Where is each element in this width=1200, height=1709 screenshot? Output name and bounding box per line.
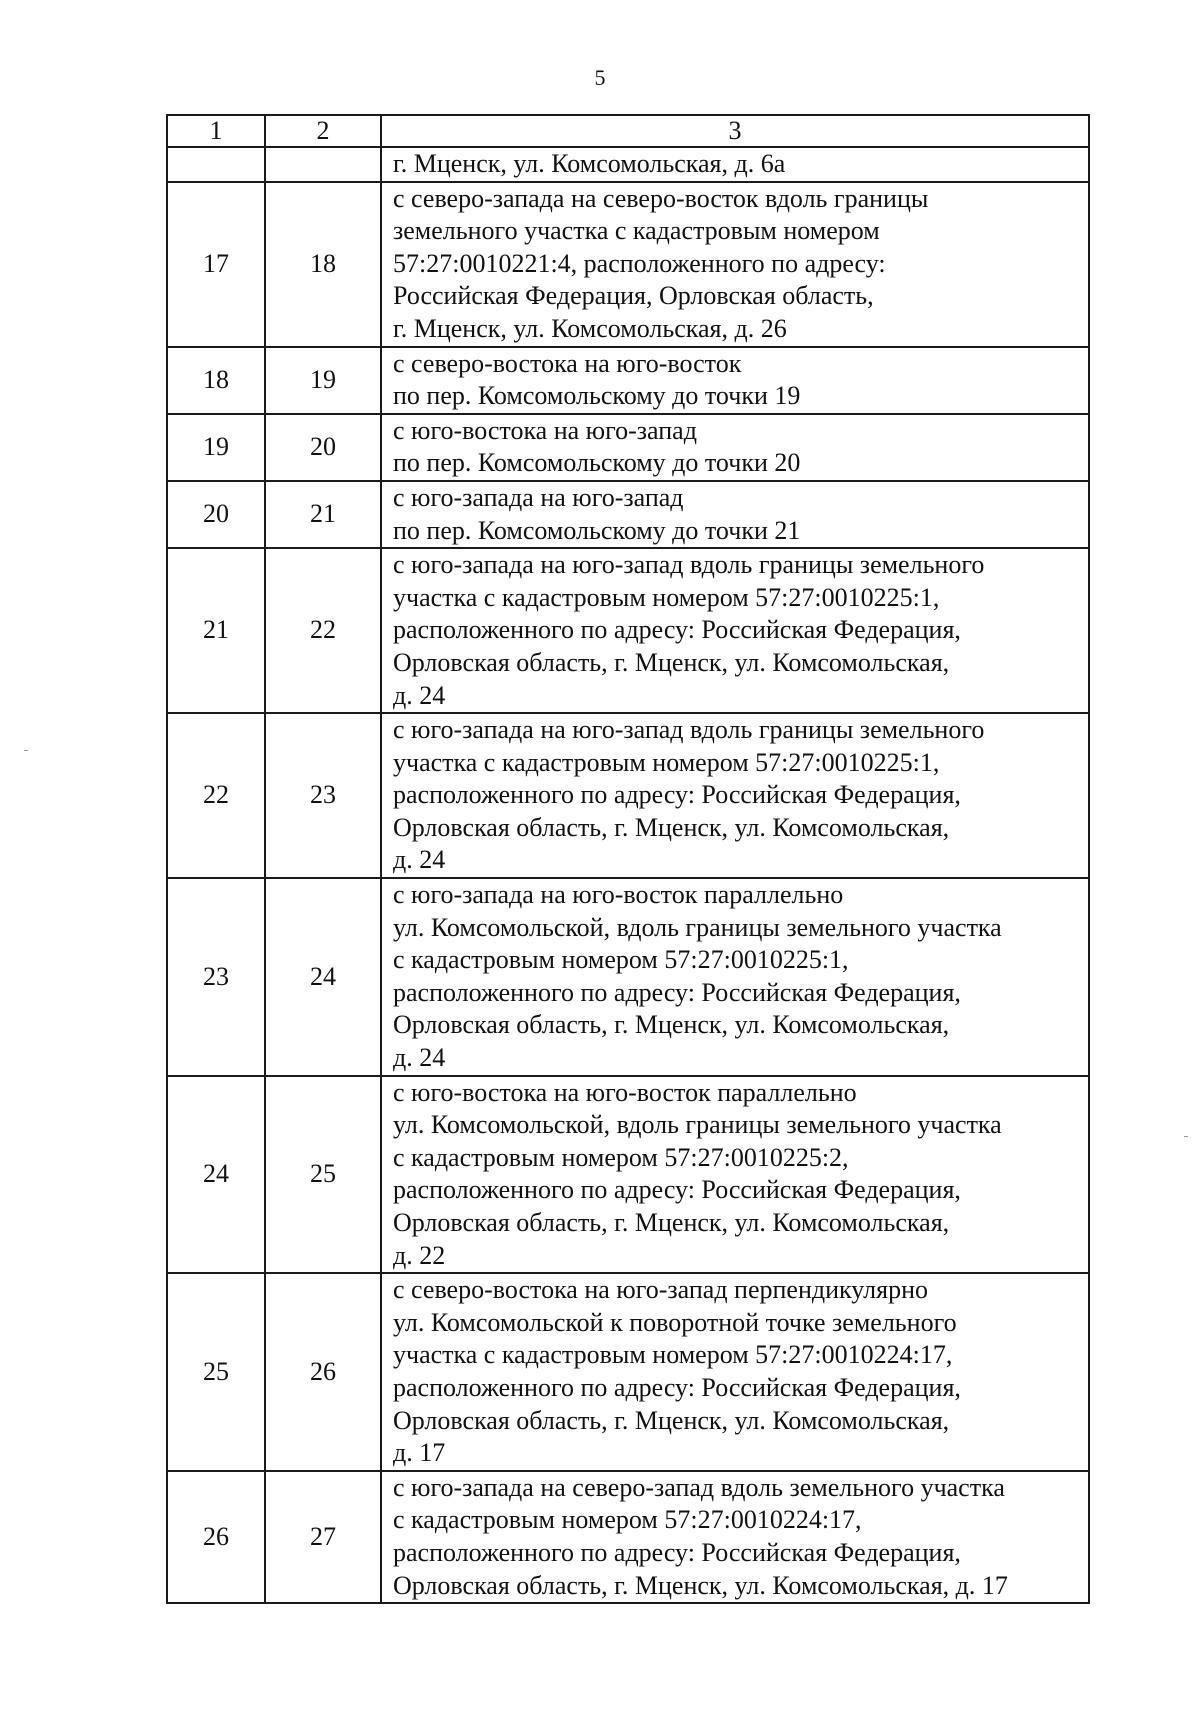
description-line: ул. Комсомольской к поворотной точке земельного: [393, 1307, 957, 1337]
description-line: д. 22: [393, 1240, 446, 1270]
description-line: Орловская область, г. Мценск, ул. Комсомольская, д. 17: [393, 1570, 1008, 1600]
description-line: д. 24: [393, 845, 446, 875]
point-to-cell: 23: [265, 713, 381, 878]
header-col-1: 1: [167, 115, 265, 147]
route-description-cell: [381, 1273, 1089, 1471]
point-to-cell: 20: [265, 414, 381, 481]
description-line: с юго-востока на юго-запад: [393, 415, 697, 445]
description-line: с юго-запада на северо-запад вдоль земельного участка: [393, 1472, 1005, 1502]
description-line: расположенного по адресу: Российская Федерация,: [393, 615, 961, 645]
header-row: [167, 115, 1089, 147]
table-row: [167, 147, 1089, 182]
point-from-cell: 18: [167, 347, 265, 414]
table-row: [167, 347, 1089, 414]
point-to-cell: [265, 147, 381, 182]
table-body: [167, 147, 1089, 1603]
route-description-cell: [381, 1471, 1089, 1603]
description-line: Российская Федерация, Орловская область,: [393, 281, 874, 311]
table-row: [167, 1471, 1089, 1603]
description-line: с северо-востока на юго-восток: [393, 348, 742, 378]
route-description-cell: [381, 548, 1089, 713]
table-row: [167, 548, 1089, 713]
description-line: по пер. Комсомольскому до точки 20: [393, 448, 801, 478]
description-line: с северо-востока на юго-запад перпендикулярно: [393, 1275, 928, 1305]
description-line: д. 24: [393, 1043, 446, 1073]
point-to-cell: 25: [265, 1076, 381, 1274]
scan-speck: [1184, 1136, 1188, 1137]
point-to-cell: 27: [265, 1471, 381, 1603]
point-from-cell: 20: [167, 481, 265, 548]
point-to-cell: 19: [265, 347, 381, 414]
route-description-cell: [381, 481, 1089, 548]
point-from-cell: 17: [167, 182, 265, 347]
description-line: расположенного по адресу: Российская Федерация,: [393, 1537, 961, 1567]
description-line: д. 17: [393, 1438, 446, 1468]
table-row: [167, 182, 1089, 347]
point-from-cell: [167, 147, 265, 182]
scan-speck: [24, 750, 28, 751]
point-from-cell: 21: [167, 548, 265, 713]
route-description-cell: [381, 1076, 1089, 1274]
point-from-cell: 26: [167, 1471, 265, 1603]
route-description-cell: [381, 414, 1089, 481]
description-line: 57:27:0010221:4, расположенного по адресу:: [393, 248, 886, 278]
point-from-cell: 25: [167, 1273, 265, 1471]
point-to-cell: 21: [265, 481, 381, 548]
description-line: д. 24: [393, 680, 446, 710]
description-line: с юго-запада на юго-запад вдоль границы земельного: [393, 715, 985, 745]
table-row: [167, 713, 1089, 878]
route-description-cell: [381, 713, 1089, 878]
description-line: Орловская область, г. Мценск, ул. Комсомольская,: [393, 1010, 950, 1040]
boundary-table: [166, 114, 1090, 1604]
description-line: земельного участка с кадастровым номером: [393, 216, 880, 246]
point-to-cell: 26: [265, 1273, 381, 1471]
description-line: с кадастровым номером 57:27:0010224:17,: [393, 1505, 862, 1535]
table-row: [167, 481, 1089, 548]
description-line: Орловская область, г. Мценск, ул. Комсомольская,: [393, 812, 950, 842]
description-line: по пер. Комсомольскому до точки 21: [393, 515, 801, 545]
route-description-cell: [381, 182, 1089, 347]
description-line: ул. Комсомольской, вдоль границы земельного участка: [393, 1110, 1002, 1140]
point-from-cell: 22: [167, 713, 265, 878]
point-to-cell: 24: [265, 878, 381, 1076]
description-line: с северо-запада на северо-восток вдоль границы: [393, 183, 929, 213]
description-line: г. Мценск, ул. Комсомольская, д. 26: [393, 313, 787, 343]
point-from-cell: 19: [167, 414, 265, 481]
description-line: по пер. Комсомольскому до точки 19: [393, 381, 801, 411]
description-line: расположенного по адресу: Российская Федерация,: [393, 1175, 961, 1205]
description-line: Орловская область, г. Мценск, ул. Комсомольская,: [393, 1405, 950, 1435]
header-col-3: 3: [381, 115, 1089, 147]
description-line: расположенного по адресу: Российская Федерация,: [393, 1372, 961, 1402]
route-description-cell: [381, 147, 1089, 182]
description-line: г. Мценск, ул. Комсомольская, д. 6а: [393, 149, 786, 178]
table-row: [167, 1076, 1089, 1274]
header-col-2: 2: [265, 115, 381, 147]
point-to-cell: 18: [265, 182, 381, 347]
description-line: участка с кадастровым номером 57:27:0010225:1,: [393, 747, 940, 777]
description-line: с кадастровым номером 57:27:0010225:2,: [393, 1142, 849, 1172]
point-from-cell: 24: [167, 1076, 265, 1274]
route-description-cell: [381, 347, 1089, 414]
description-line: участка с кадастровым номером 57:27:0010225:1,: [393, 582, 940, 612]
page-number: 5: [594, 65, 606, 90]
description-line: ул. Комсомольской, вдоль границы земельного участка: [393, 912, 1002, 942]
description-line: Орловская область, г. Мценск, ул. Комсомольская,: [393, 647, 950, 677]
description-line: с юго-запада на юго-восток параллельно: [393, 880, 844, 910]
description-line: с юго-востока на юго-восток параллельно: [393, 1077, 857, 1107]
description-line: Орловская область, г. Мценск, ул. Комсомольская,: [393, 1208, 950, 1237]
point-to-cell: 22: [265, 548, 381, 713]
table-row: [167, 878, 1089, 1076]
description-line: расположенного по адресу: Российская Федерация,: [393, 780, 961, 810]
route-description-cell: [381, 878, 1089, 1076]
description-line: расположенного по адресу: Российская Федерация,: [393, 977, 961, 1007]
description-line: с юго-запада на юго-запад вдоль границы земельного: [393, 550, 985, 580]
description-line: с юго-запада на юго-запад: [393, 482, 684, 512]
point-from-cell: 23: [167, 878, 265, 1076]
table-row: [167, 414, 1089, 481]
table-header: [167, 115, 1089, 147]
description-line: участка с кадастровым номером 57:27:0010224:17,: [393, 1340, 953, 1370]
description-line: с кадастровым номером 57:27:0010225:1,: [393, 945, 849, 975]
table-row: [167, 1273, 1089, 1471]
